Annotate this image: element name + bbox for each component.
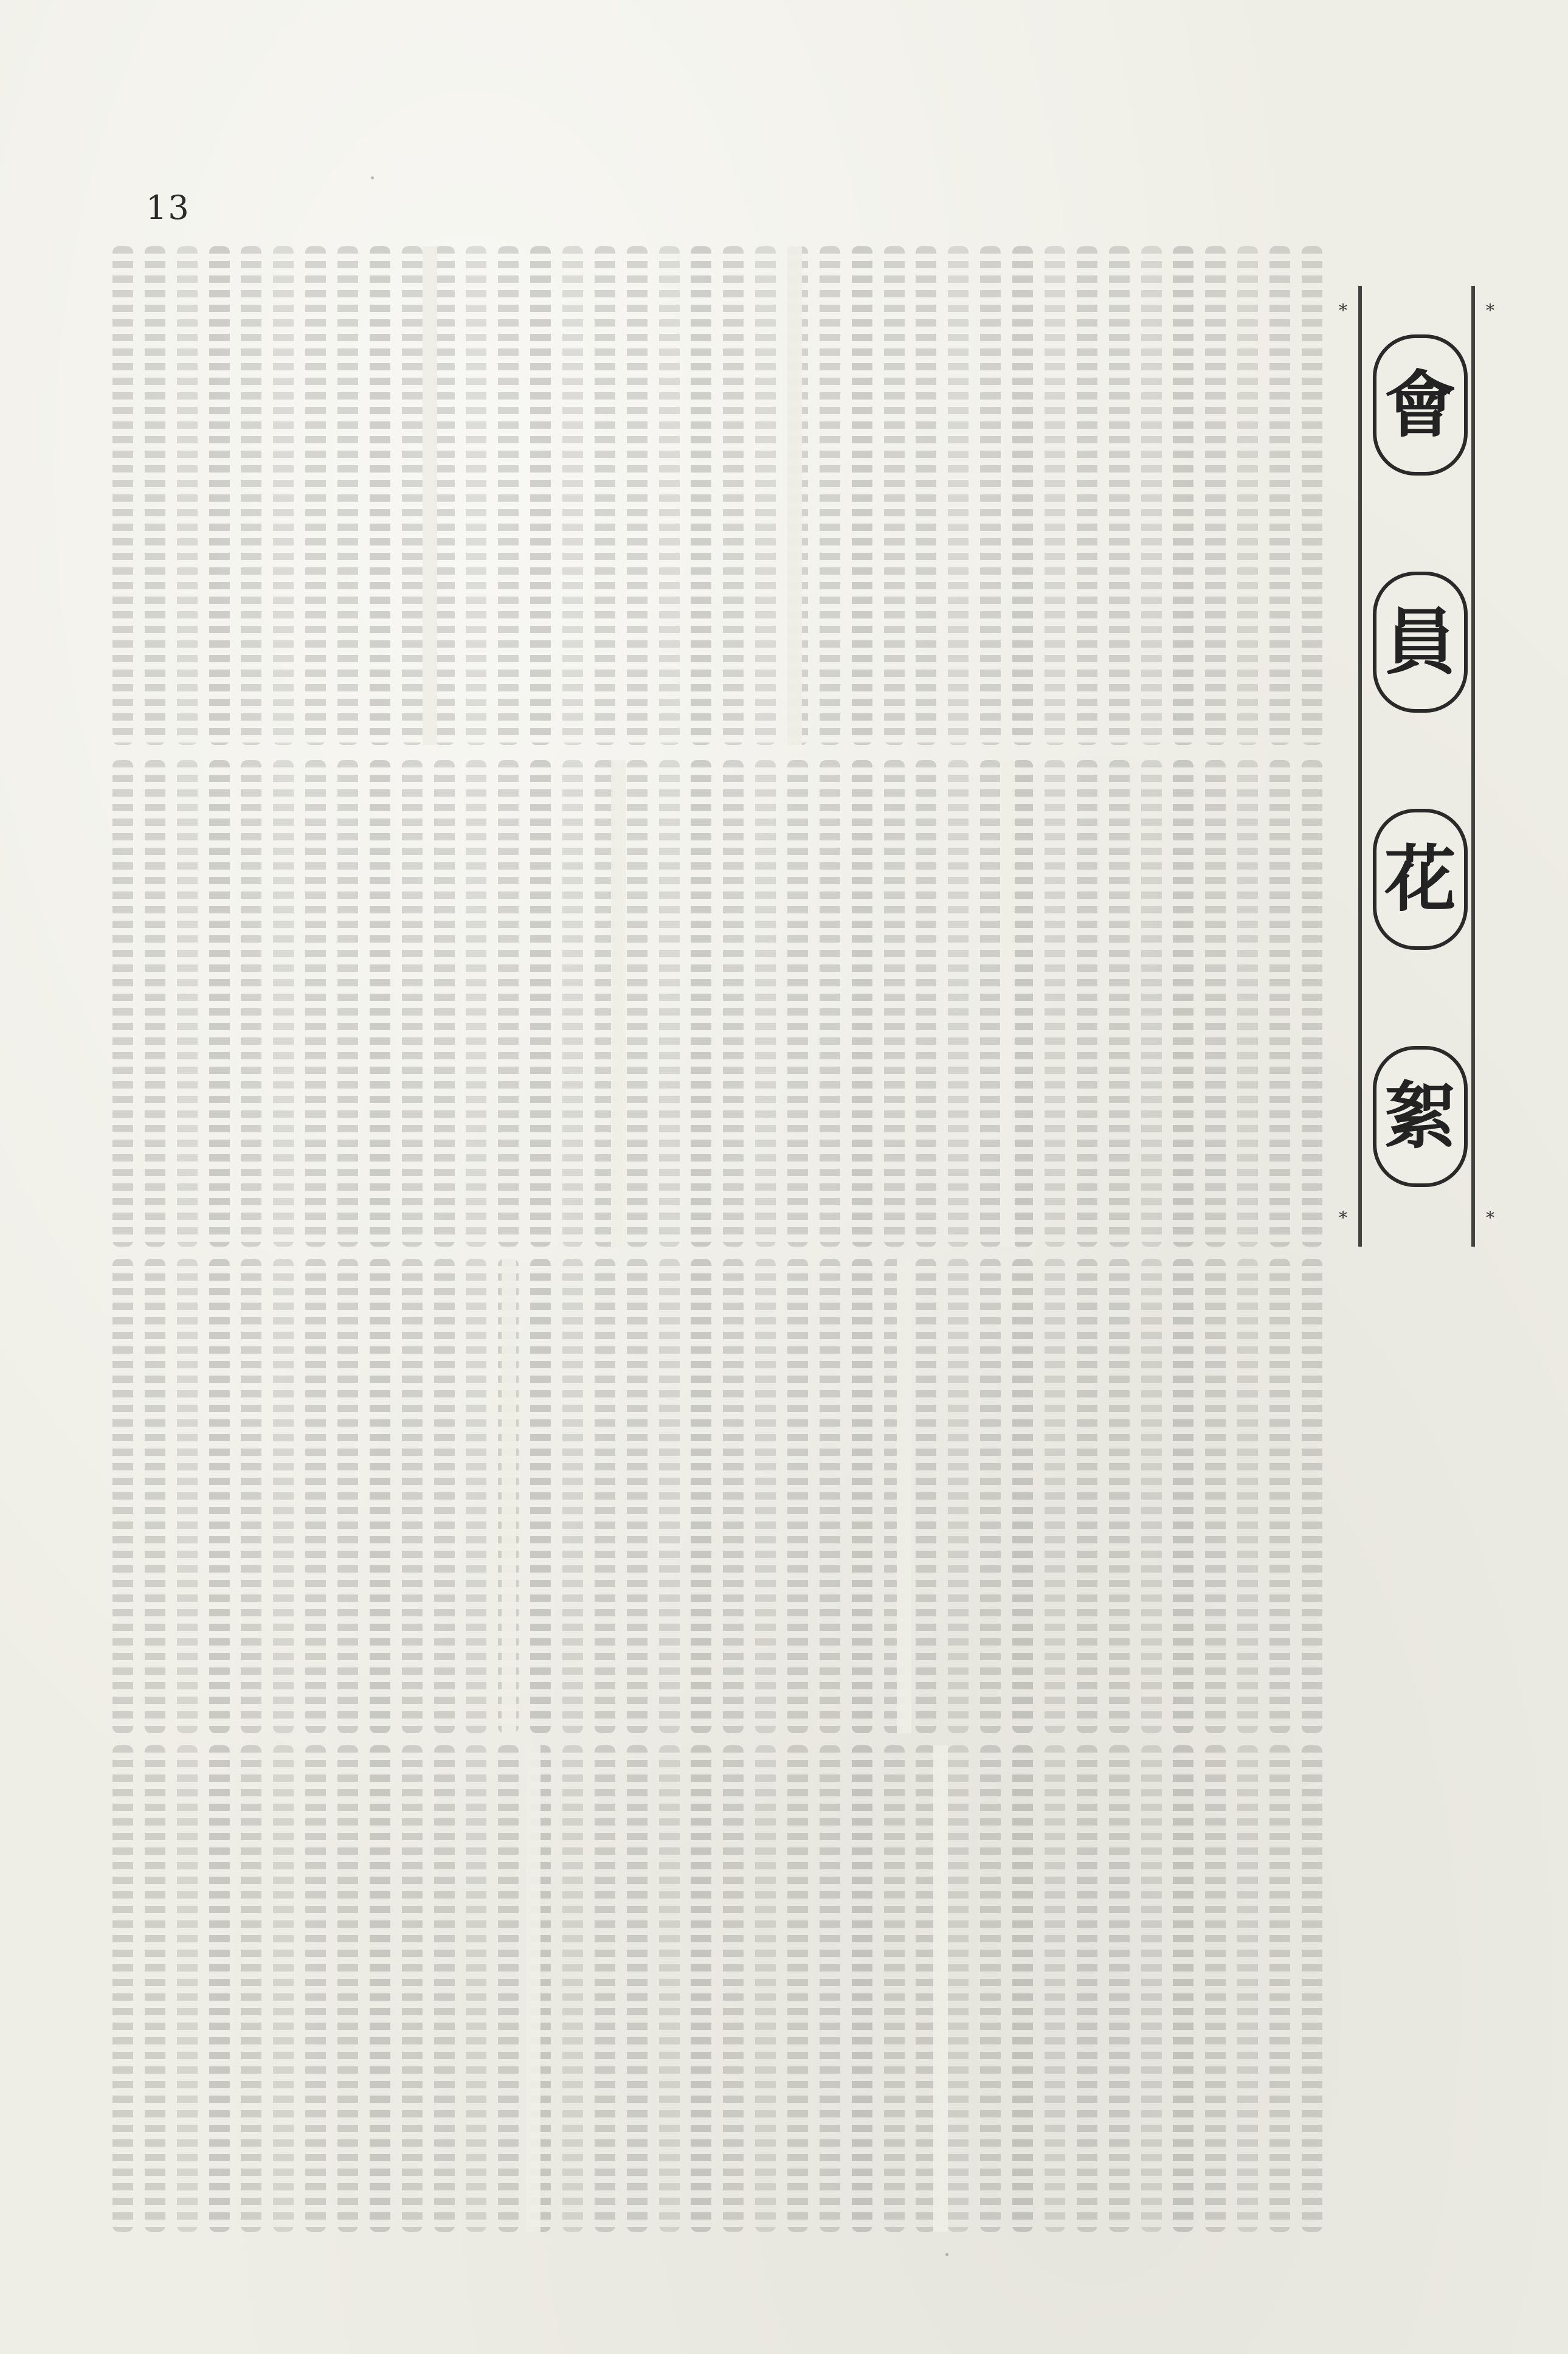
- text-column: [273, 760, 294, 1247]
- text-column: [241, 246, 261, 745]
- text-column: [691, 760, 711, 1247]
- text-column: [1205, 760, 1226, 1247]
- text-column: [305, 1745, 326, 2232]
- text-column: [948, 760, 969, 1247]
- text-column: [595, 246, 615, 745]
- text-column: [434, 1745, 455, 2232]
- text-column: [755, 760, 776, 1247]
- text-column: [1045, 760, 1065, 1247]
- text-column: [1109, 760, 1130, 1247]
- text-column: [1205, 1745, 1226, 2232]
- text-column: [562, 1745, 583, 2232]
- title-char-2: 員: [1373, 572, 1468, 713]
- text-column: [1173, 1259, 1193, 1733]
- text-column: [755, 1745, 776, 2232]
- text-column: [980, 1259, 1001, 1733]
- text-column: [627, 1745, 648, 2232]
- text-column: [852, 1259, 872, 1733]
- text-column: [434, 1259, 455, 1733]
- page-number: 13: [146, 189, 190, 227]
- text-column: [145, 1745, 165, 2232]
- ornament-star-icon: *: [1339, 300, 1347, 320]
- text-column: [1269, 1259, 1290, 1733]
- text-column: [1302, 246, 1322, 745]
- text-column: [1077, 760, 1097, 1247]
- text-column: [884, 1745, 905, 2232]
- vertical-columns: [106, 246, 1328, 745]
- text-column: [209, 1745, 230, 2232]
- text-column: [1269, 1745, 1290, 2232]
- text-column: [1045, 1745, 1065, 2232]
- text-column: [1237, 1745, 1258, 2232]
- text-column: [820, 1259, 840, 1733]
- title-char-3: 花: [1373, 809, 1468, 950]
- text-block-3: [106, 1259, 1328, 1733]
- ornament-star-icon: *: [1486, 300, 1494, 320]
- text-column: [466, 1745, 486, 2232]
- text-column: [273, 246, 294, 745]
- text-column: [627, 760, 648, 1247]
- text-column: [466, 760, 486, 1247]
- text-column: [884, 760, 905, 1247]
- text-column: [530, 1259, 551, 1733]
- text-column: [498, 760, 519, 1247]
- text-column: [627, 246, 648, 745]
- text-column: [595, 1745, 615, 2232]
- gutter: [897, 1259, 911, 1733]
- text-column: [1205, 1259, 1226, 1733]
- text-column: [595, 1259, 615, 1733]
- vertical-columns: [106, 760, 1328, 1247]
- text-column: [787, 1259, 808, 1733]
- text-column: [402, 1745, 423, 2232]
- text-column: [1302, 760, 1322, 1247]
- text-column: [1109, 1745, 1130, 2232]
- text-column: [723, 1259, 744, 1733]
- text-column: [241, 1745, 261, 2232]
- text-column: [1141, 1745, 1162, 2232]
- text-column: [1012, 246, 1033, 745]
- text-column: [755, 246, 776, 745]
- text-column: [1012, 1745, 1033, 2232]
- title-rule-left: [1358, 286, 1362, 1247]
- text-column: [1173, 246, 1193, 745]
- text-column: [1077, 1745, 1097, 2232]
- text-column: [852, 1745, 872, 2232]
- text-column: [1141, 1259, 1162, 1733]
- text-block-4: [106, 1745, 1328, 2232]
- gutter: [787, 246, 802, 745]
- text-column: [466, 246, 486, 745]
- text-column: [562, 1259, 583, 1733]
- text-column: [112, 1745, 133, 2232]
- text-column: [948, 1745, 969, 2232]
- text-column: [820, 246, 840, 745]
- text-column: [177, 1745, 198, 2232]
- text-column: [209, 1259, 230, 1733]
- gutter: [611, 760, 626, 1247]
- text-column: [820, 1745, 840, 2232]
- text-column: [145, 760, 165, 1247]
- text-column: [112, 760, 133, 1247]
- text-column: [1173, 760, 1193, 1247]
- text-column: [1205, 246, 1226, 745]
- text-column: [691, 1745, 711, 2232]
- title-strip: [1338, 286, 1496, 1247]
- gutter: [526, 1745, 541, 2232]
- text-column: [787, 760, 808, 1247]
- text-column: [402, 1259, 423, 1733]
- text-column: [659, 1745, 680, 2232]
- text-column: [337, 1259, 358, 1733]
- text-column: [948, 246, 969, 745]
- text-column: [337, 1745, 358, 2232]
- text-column: [177, 760, 198, 1247]
- text-column: [1269, 760, 1290, 1247]
- text-block-2: [106, 760, 1328, 1247]
- speck: [371, 176, 374, 179]
- ornament-star-icon: *: [1486, 1208, 1494, 1228]
- text-column: [370, 246, 390, 745]
- text-column: [852, 246, 872, 745]
- text-column: [980, 1745, 1001, 2232]
- text-column: [562, 760, 583, 1247]
- gutter: [423, 246, 437, 745]
- text-column: [659, 246, 680, 745]
- text-column: [723, 246, 744, 745]
- text-column: [370, 760, 390, 1247]
- text-block-1: [106, 246, 1328, 745]
- text-column: [145, 1259, 165, 1733]
- text-column: [1141, 246, 1162, 745]
- text-column: [305, 1259, 326, 1733]
- text-column: [434, 760, 455, 1247]
- text-column: [691, 1259, 711, 1733]
- text-column: [530, 246, 551, 745]
- text-column: [1109, 246, 1130, 745]
- text-column: [305, 760, 326, 1247]
- text-column: [337, 246, 358, 745]
- text-column: [1012, 760, 1033, 1247]
- text-column: [980, 760, 1001, 1247]
- text-column: [273, 1259, 294, 1733]
- text-column: [402, 760, 423, 1247]
- text-column: [337, 760, 358, 1247]
- text-column: [1077, 246, 1097, 745]
- text-column: [1141, 760, 1162, 1247]
- text-column: [659, 760, 680, 1247]
- text-column: [1237, 1259, 1258, 1733]
- text-column: [370, 1259, 390, 1733]
- text-column: [1173, 1745, 1193, 2232]
- text-column: [209, 246, 230, 745]
- text-column: [112, 246, 133, 745]
- text-column: [1237, 246, 1258, 745]
- text-column: [466, 1259, 486, 1733]
- title-rule-right: [1471, 286, 1475, 1247]
- text-column: [787, 1745, 808, 2232]
- text-column: [1045, 1259, 1065, 1733]
- text-column: [402, 246, 423, 745]
- text-column: [177, 1259, 198, 1733]
- vertical-columns: [106, 1745, 1328, 2232]
- text-column: [755, 1259, 776, 1733]
- text-column: [980, 246, 1001, 745]
- text-column: [1045, 246, 1065, 745]
- text-column: [1077, 1259, 1097, 1733]
- text-column: [723, 1745, 744, 2232]
- text-column: [112, 1259, 133, 1733]
- title-char-1: 會: [1373, 334, 1468, 476]
- text-column: [691, 246, 711, 745]
- vertical-columns: [106, 1259, 1328, 1733]
- text-column: [209, 760, 230, 1247]
- text-column: [498, 1745, 519, 2232]
- text-column: [659, 1259, 680, 1733]
- title-char-4: 絮: [1373, 1046, 1468, 1187]
- text-column: [916, 760, 936, 1247]
- text-column: [1109, 1259, 1130, 1733]
- text-column: [370, 1745, 390, 2232]
- text-column: [1269, 246, 1290, 745]
- text-column: [627, 1259, 648, 1733]
- text-column: [916, 246, 936, 745]
- text-column: [1302, 1745, 1322, 2232]
- text-column: [562, 246, 583, 745]
- text-column: [884, 246, 905, 745]
- text-column: [852, 760, 872, 1247]
- text-column: [241, 1259, 261, 1733]
- speck: [945, 2253, 948, 2256]
- gutter: [502, 1259, 516, 1733]
- text-column: [948, 1259, 969, 1733]
- gutter: [933, 1745, 948, 2232]
- text-column: [1302, 1259, 1322, 1733]
- text-column: [241, 760, 261, 1247]
- text-column: [145, 246, 165, 745]
- text-column: [177, 246, 198, 745]
- ornament-star-icon: *: [1339, 1208, 1347, 1228]
- gutter: [1000, 760, 1015, 1247]
- text-column: [530, 760, 551, 1247]
- text-column: [916, 1259, 936, 1733]
- text-column: [498, 246, 519, 745]
- text-column: [1012, 1259, 1033, 1733]
- text-column: [820, 760, 840, 1247]
- text-column: [305, 246, 326, 745]
- text-column: [273, 1745, 294, 2232]
- text-column: [723, 760, 744, 1247]
- text-column: [1237, 760, 1258, 1247]
